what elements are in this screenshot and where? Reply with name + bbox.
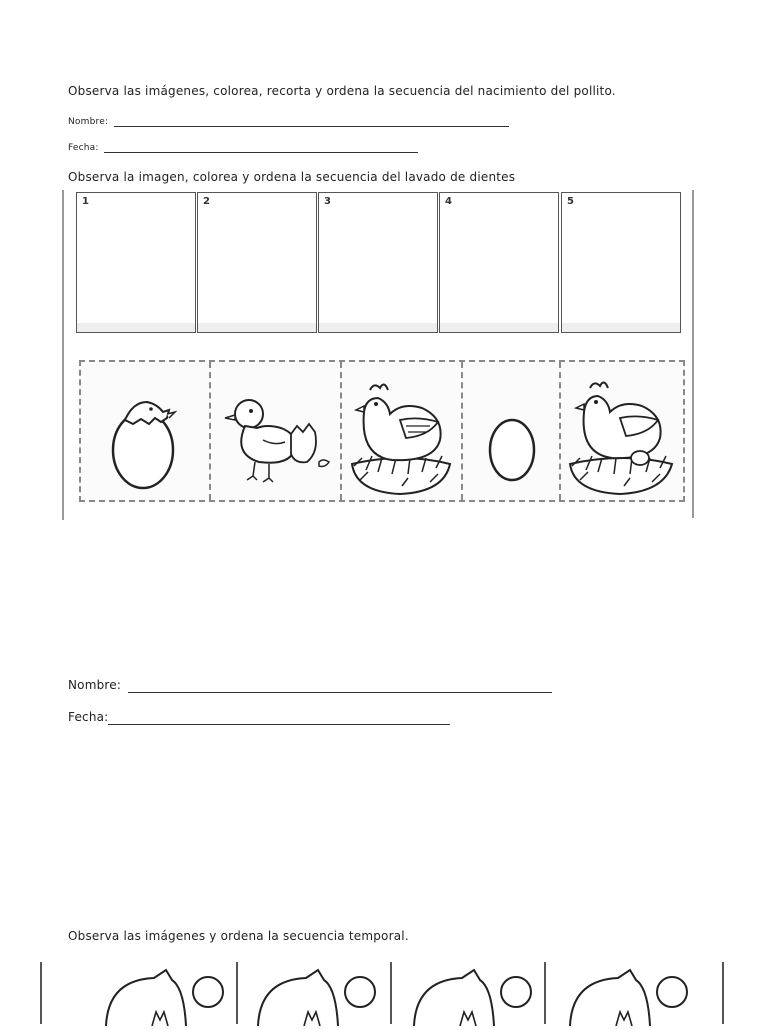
date-line-2[interactable] [108,724,450,725]
sequence-box-4[interactable] [439,192,559,333]
box-number: 3 [324,196,331,207]
frame-divider [544,962,546,1024]
left-border [62,190,64,520]
instruction-temporal-sequence: Observa las imágenes y ordena la secuencia temporal. [68,929,409,943]
chick-circle-icon[interactable] [404,966,544,1030]
instruction-chick-sequence: Observa las imágenes, colorea, recorta y ordena la secuencia del nacimiento del pollito. [68,84,616,98]
box-number: 1 [82,196,89,207]
frame-divider [722,962,724,1024]
hen-on-nest-icon[interactable] [342,362,460,500]
sequence-box-5[interactable] [561,192,681,333]
date-label: Fecha: [68,143,99,153]
frame-divider [40,962,42,1024]
name-line[interactable] [114,126,509,127]
egg-icon[interactable] [462,362,558,500]
chick-circle-icon[interactable] [248,966,388,1030]
cutout-strip [79,360,685,502]
box-number: 5 [567,196,574,207]
name-label: Nombre: [68,117,109,127]
sequence-box-2[interactable] [197,192,317,333]
sequence-box-3[interactable] [318,192,438,333]
chick-circle-icon[interactable] [96,966,236,1030]
name-label-2: Nombre: [68,678,122,692]
date-line[interactable] [104,152,418,153]
instruction-teeth-sequence: Observa la imagen, colorea y ordena la secuencia del lavado de dientes [68,170,516,184]
chick-circle-icon[interactable] [560,966,700,1030]
hatching-egg-icon[interactable] [81,362,209,500]
frame-divider [236,962,238,1024]
box-number: 4 [445,196,452,207]
sequence-box-1[interactable] [76,192,196,333]
chick-with-shell-icon[interactable] [211,362,339,500]
box-number: 2 [203,196,210,207]
hen-with-egg-nest-icon[interactable] [560,362,684,500]
name-line-2[interactable] [128,692,552,693]
sequence-boxes [76,192,684,335]
date-label-2: Fecha: [68,710,109,724]
right-border [692,190,694,518]
frame-divider [390,962,392,1024]
